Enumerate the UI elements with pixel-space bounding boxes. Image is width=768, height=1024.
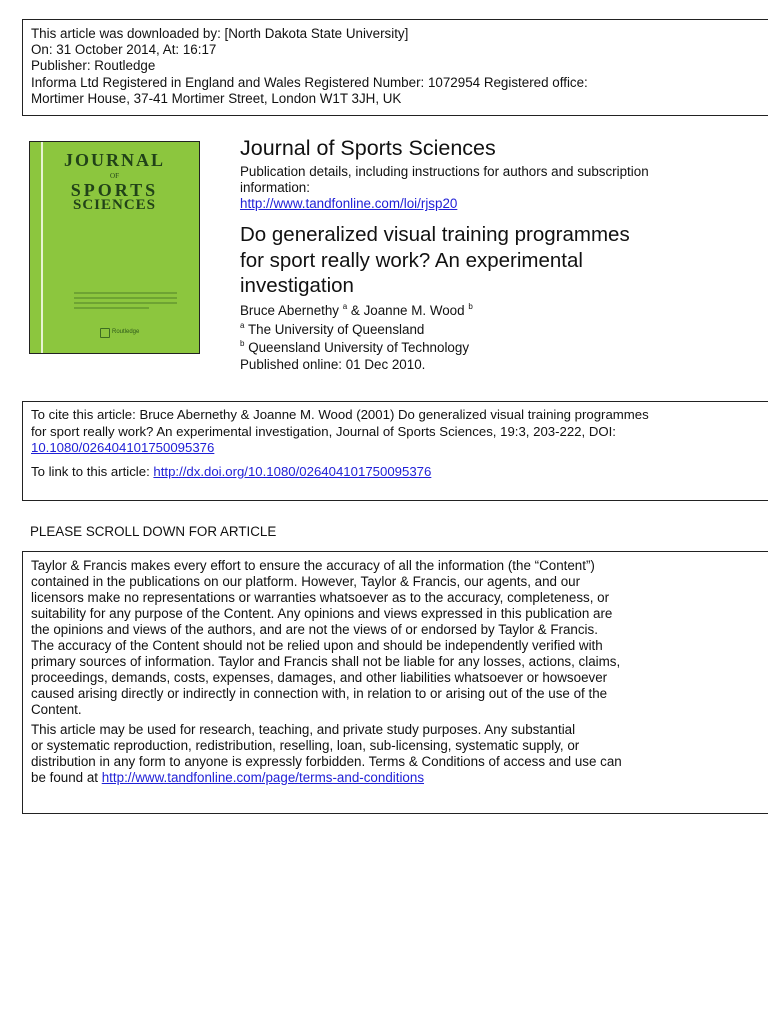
citation-box [22, 401, 768, 501]
disclaimer-line: or systematic reproduction, redistribution, reselling, loan, sub-licensing, systematic supply, or [31, 738, 580, 753]
author-separator: & [347, 303, 364, 318]
journal-cover-image [29, 141, 200, 354]
download-notice-box [22, 19, 768, 116]
article-title [240, 222, 630, 299]
citation-text: Bruce Abernethy & Joanne M. Wood (2001) Do generalized visual training programmes [139, 407, 649, 422]
affiliation-line [240, 339, 473, 358]
download-notice-line: Publisher: Routledge [31, 58, 156, 74]
disclaimer-line: licensors make no representations or warranties whatsoever as to the accuracy, completeness, or [31, 590, 610, 605]
disclaimer-line [31, 770, 768, 786]
article-title-line: for sport really work? An experimental [240, 248, 583, 272]
scroll-notice: PLEASE SCROLL DOWN FOR ARTICLE [30, 524, 277, 539]
cover-title-journal: JOURNAL [63, 150, 165, 170]
disclaimer-line: suitability for any purpose of the Content. Any opinions and views expressed in this publication are [31, 606, 613, 621]
affiliation-marker: a [342, 302, 348, 311]
article-title-line: Do generalized visual training programmes [240, 223, 630, 246]
cover-fine-text [74, 307, 149, 309]
affiliation-marker: b [468, 302, 473, 311]
publication-details-line: Publication details, including instructions for authors and subscription [240, 164, 649, 179]
disclaimer-line: The accuracy of the Content should not be relied upon and should be independently verified with [31, 638, 603, 653]
cover-title-sports: SPORTS [70, 180, 159, 200]
disclaimer-line: Taylor & Francis makes every effort to ensure the accuracy of all the information (the “Content”) [31, 558, 595, 573]
journal-title: Journal of Sports Sciences [240, 136, 496, 160]
author-line [240, 302, 473, 321]
citation-line [31, 407, 768, 424]
affiliation-marker: b [240, 339, 245, 348]
disclaimer-line: primary sources of information. Taylor and Francis shall not be liable for any losses, actions, claims, [31, 654, 621, 669]
article-title-line: investigation [240, 274, 354, 297]
doi-link[interactable]: 10.1080/026404101750095376 [31, 440, 215, 455]
disclaimer-line: distribution in any form to anyone is expressly forbidden. Terms & Conditions of access and use can [31, 754, 622, 769]
terms-prefix: be found at [31, 770, 102, 785]
author-name: Joanne M. Wood [363, 303, 465, 318]
disclaimer-line: proceedings, demands, costs, expenses, damages, and other liabilities whatsoever or howsoever [31, 670, 608, 685]
cover-title-sciences: SCIENCES [72, 197, 157, 213]
article-url-link[interactable]: http://dx.doi.org/10.1080/026404101750095376 [153, 463, 432, 479]
cover-fine-text [74, 302, 177, 304]
author-name: Bruce Abernethy [240, 303, 340, 318]
disclaimer-line: the opinions and views of the authors, and are not the views of or endorsed by Taylor & Francis. [31, 622, 598, 637]
download-notice-line: On: 31 October 2014, At: 16:17 [31, 42, 217, 58]
routledge-logo-icon [100, 328, 110, 338]
download-notice-line: This article was downloaded by: [North Dakota State University] [31, 26, 409, 41]
download-notice-line: Mortimer House, 37-41 Mortimer Street, London W1T 3JH, UK [31, 90, 402, 106]
affiliation-name: Queensland University of Technology [248, 340, 470, 355]
journal-url-link[interactable]: http://www.tandfonline.com/loi/rjsp20 [240, 196, 458, 211]
affiliation-marker: a [240, 320, 245, 330]
citation-label: To cite this article: [31, 407, 140, 422]
disclaimer-line: caused arising directly or indirectly in connection with, in relation to or arising out of the use of the [31, 686, 608, 701]
authors-block [240, 302, 473, 372]
disclaimer-box [22, 551, 768, 814]
disclaimer-line: Content. [31, 702, 82, 717]
cover-publisher-mark: Routledge [112, 329, 140, 335]
affiliation-name: The University of Queensland [247, 321, 425, 337]
cover-fine-text [74, 297, 177, 299]
citation-line: for sport really work? An experimental investigation, Journal of Sports Sciences, 19:3, 203-222, DOI: [31, 423, 616, 439]
article-link-label: To link to this article: [31, 463, 154, 479]
cover-title-of: OF [110, 172, 119, 180]
disclaimer-paragraph [31, 722, 768, 786]
download-notice-line: Informa Ltd Registered in England and Wales Registered Number: 1072954 Registered office: [31, 74, 588, 90]
article-link-row [31, 464, 768, 481]
publication-details-line: information: [240, 180, 310, 195]
publication-details [240, 164, 649, 212]
published-date: Published online: 01 Dec 2010. [240, 356, 426, 372]
terms-link[interactable]: http://www.tandfonline.com/page/terms-and-conditions [101, 770, 425, 785]
cover-fine-text [74, 292, 177, 294]
disclaimer-line: contained in the publications on our platform. However, Taylor & Francis, our agents, and our [31, 574, 581, 589]
disclaimer-line: This article may be used for research, teaching, and private study purposes. Any substantial [31, 722, 576, 737]
affiliation-line [240, 321, 473, 340]
disclaimer-paragraph [31, 558, 768, 718]
